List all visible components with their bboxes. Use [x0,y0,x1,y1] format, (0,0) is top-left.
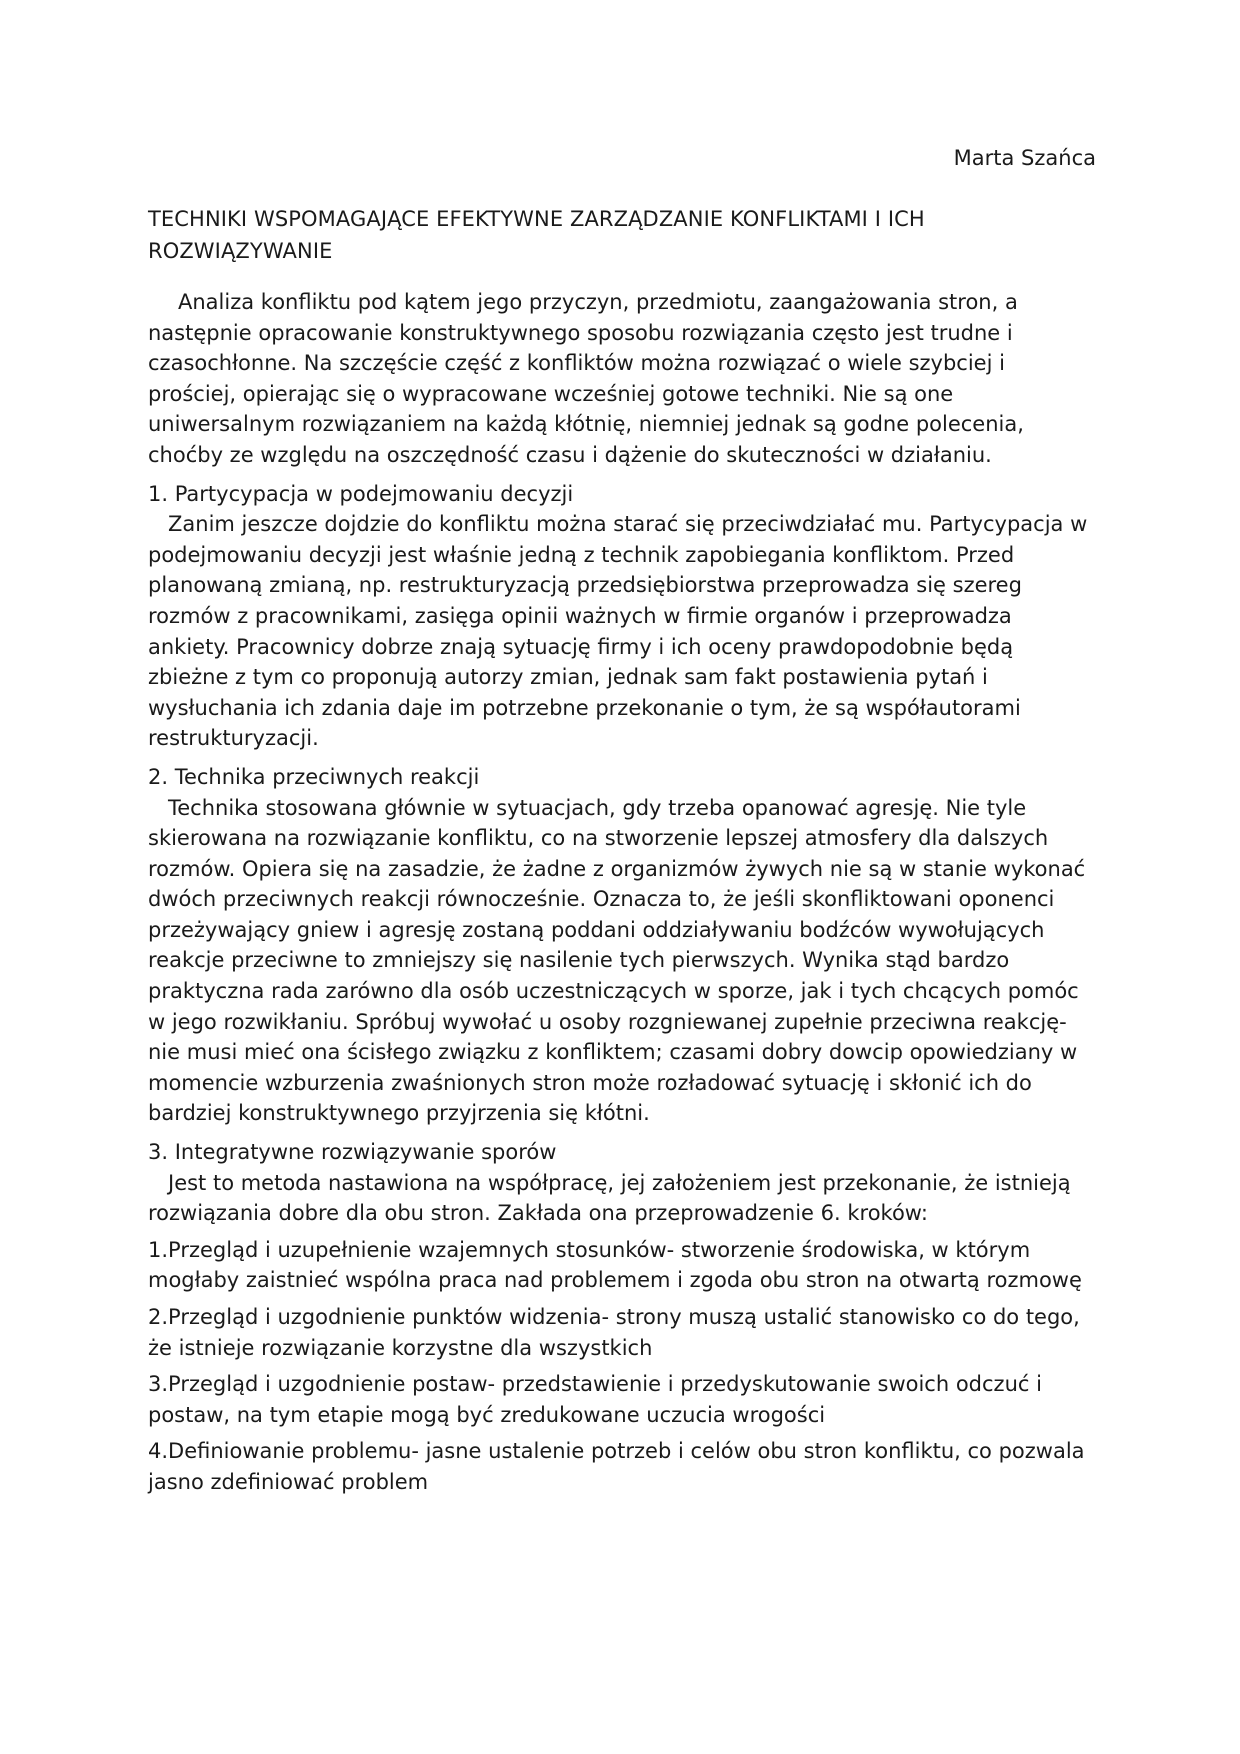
section-body: Technika stosowana głównie w sytuacjach, gdy trzeba opanować agresję. Nie tyle skierowana na rozwiązanie konfliktu, co na stworzenie lepszej atmosfery dla dalszych rozmów. Opiera się na zasadzie, że żadne z organizmów żywych nie są w stanie wykonać dwóch przeciwnych reakcji równocześnie. Oznacza to, że jeśli skonfliktowani oponenci przeżywający gniew i agresję zostaną poddani oddziaływaniu bodźców wywołujących reakcje przeciwne to zmniejszy się nasilenie tych pierwszych. Wynika stąd bardzo praktyczna rada zarówno dla osób uczestniczących w sporze, jak i tych chcących pomóc w jego rozwikłaniu. Spróbuj wywołać u osoby rozgniewanej zupełnie przeciwna reakcję- nie musi mieć ona ścisłego związku z konfliktem; czasami dobry dowcip opowiedziany w momencie wzburzenia zwaśnionych stron może rozładować sytuację i skłonić ich do bardziej konstruktywnego przyjrzenia się kłótni. [148,795,1086,1126]
list-item: 2.Przegląd i uzgodnienie punktów widzenia- strony muszą ustalić stanowisko co do tego, że istnieje rozwiązanie korzystne dla wszystkich [148,1305,1080,1360]
list-item: 4.Definiowanie problemu- jasne ustalenie potrzeb i celów obu stron konfliktu, co pozwala jasno zdefiniować problem [148,1439,1085,1494]
section-heading: 2. Technika przeciwnych reakcji [148,764,480,789]
steps-list [148,1235,1096,1498]
section-heading: 1. Partycypacja w podejmowaniu decyzji [148,481,574,506]
list-item: 3.Przegląd i uzgodnienie postaw- przedstawienie i przedyskutowanie swoich odczuć i postaw, na tym etapie mogą być zredukowane uczucia wrogości [148,1372,1042,1427]
list-item: 1.Przegląd i uzupełnienie wzajemnych stosunków- stworzenie środowiska, w którym mogłaby zaistnieć wspólna praca nad problemem i zgoda obu stron na otwartą rozmowę [148,1237,1082,1293]
section-body: Zanim jeszcze dojdzie do konfliktu można starać się przeciwdziałać mu. Partycypacja w podejmowaniu decyzji jest właśnie jedną z technik zapobiegania konfliktom. Przed planowaną zmianą, np. restrukturyzacją przedsiębiorstwa przeprowadza się szereg rozmów z pracownikami, zasięga opinii ważnych w firmie organów i przeprowadza ankiety. Pracownicy dobrze znają sytuację firmy i ich oceny prawdopodobnie będą zbieżne z tym co proponują autorzy zmian, jednak sam fakt postawienia pytań i wysłuchania ich zdania daje im potrzebne przekonanie o tym, że są współautorami restrukturyzacji. [148,512,1088,751]
section-body: Jest to metoda nastawiona na współpracę, jej założeniem jest przekonanie, że istnieją rozwiązania dobre dla obu stron. Zakłada ona przeprowadzenie 6. kroków: [148,1170,1071,1226]
intro-paragraph: Analiza konfliktu pod kątem jego przyczyn, przedmiotu, zaangażowania stron, a następnie opracowanie konstruktywnego sposobu rozwiązania często jest trudne i czasochłonne. Na szczęście część z konfliktów można rozwiązać o wiele szybciej i prościej, opierając się o wypracowane wcześniej gotowe techniki. Nie są one uniwersalnym rozwiązaniem na każdą kłótnię, niemniej jednak są godne polecenia, choćby ze względu na oszczędność czasu i dążenie do skuteczności w działaniu. [148,290,1024,467]
document-title: TECHNIKI WSPOMAGAJĄCE EFEKTYWNE ZARZĄDZANIE KONFLIKTAMI I ICH ROZWIĄZYWANIE [148,207,925,263]
section-opposite-reactions [148,762,1096,1129]
author-name: Marta Szańca [953,146,1096,170]
section-heading: 3. Integratywne rozwiązywanie sporów [148,1140,557,1165]
section-participation [148,479,1096,754]
section-integrative-resolution [148,1137,1096,1229]
document-content [148,143,1096,1498]
